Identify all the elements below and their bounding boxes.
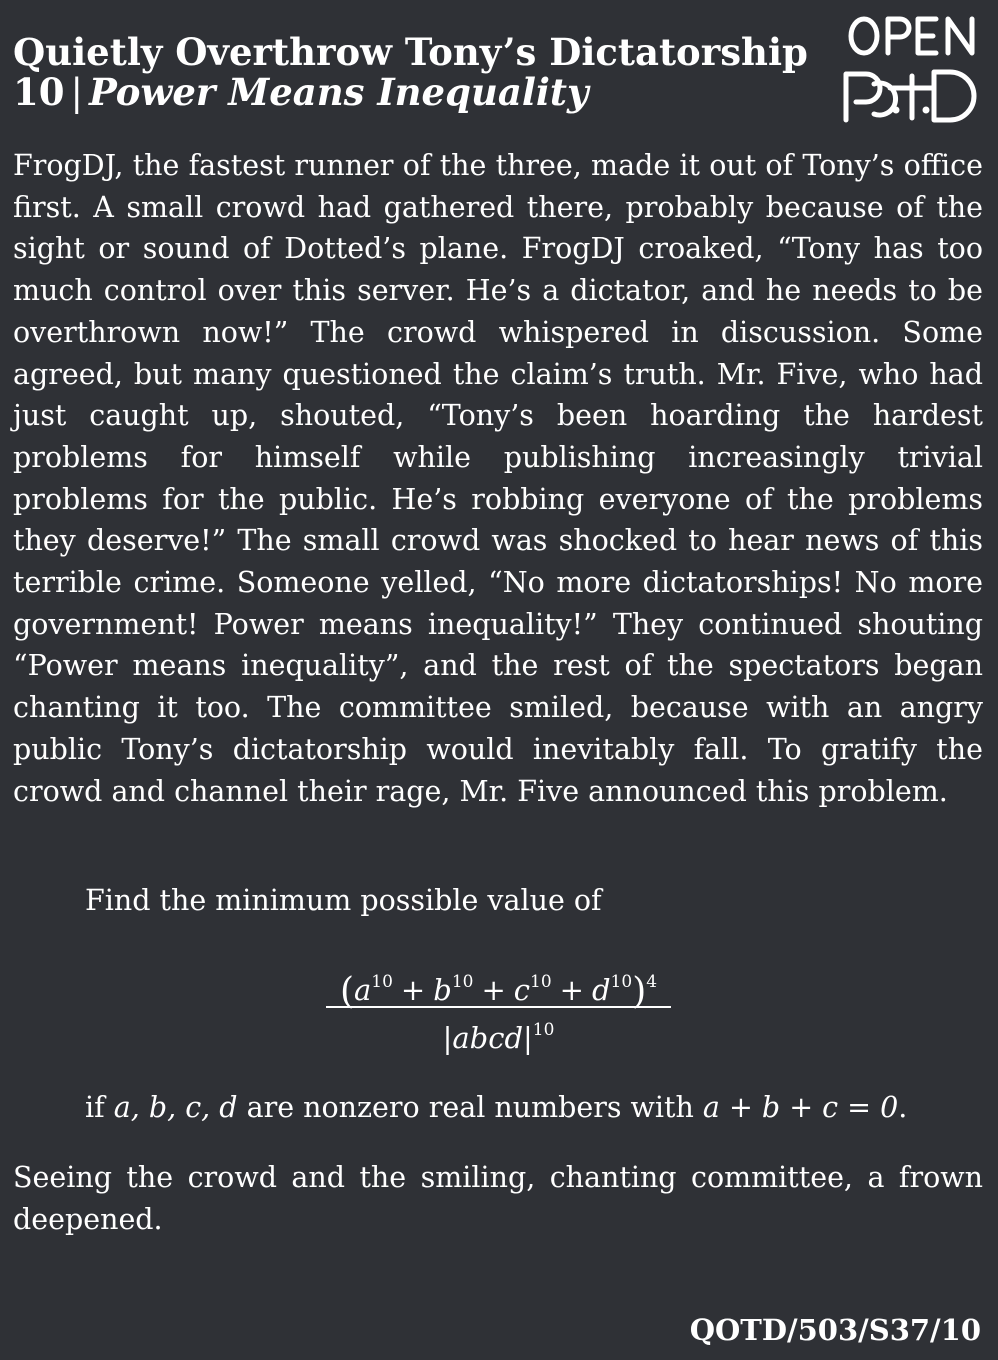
footer-code: QOTD/503/S37/10 (689, 1313, 981, 1347)
story-paragraph: FrogDJ, the fastest runner of the three, made it out of Tony’s office first. A small crowd had gathered there, probably because of the sight or sound of Dotted’s plane. FrogDJ croaked, “Tony has too much control over this server. He’s a dictator, and he needs to be overthrown now!” The crowd whispered in discussion. Some agreed, but many questioned the claim’s truth. Mr. Five, who had just caught up, shouted, “Tony’s been hoarding the hardest problems for himself while publishing increasingly trivial problems for the public. He’s robbing everyone of the problems they deserve!” The small crowd was shocked to hear news of this terrible crime. Someone yelled, “No more dictatorships! No more government! Power means inequality!” They continued shouting “Power means inequality”, and the rest of the spectators began chanting it too. The committee smiled, because with an angry public Tony’s dictatorship would inevitably fall. To gratify the crowd and channel their rage, Mr. Five announced this problem. (13, 149, 983, 808)
outer-exponent: 4 (646, 972, 658, 992)
title-separator: | (70, 71, 83, 114)
term-d: d (591, 973, 611, 1007)
denominator-exponent: 10 (532, 1020, 555, 1040)
plus-3: + (559, 973, 584, 1007)
term-b-exponent: 10 (451, 972, 474, 992)
term-d-exponent: 10 (610, 972, 633, 992)
term-a-exponent: 10 (371, 972, 393, 992)
term-c-exponent: 10 (530, 972, 552, 992)
open-paren: ( (339, 971, 354, 1012)
formula-numerator (326, 958, 671, 1012)
chapter-subtitle (13, 72, 813, 113)
denominator-vars: abcd (452, 1021, 524, 1055)
condition-prefix: if (85, 1091, 105, 1124)
condition-vars: a, b, c, d (113, 1091, 238, 1124)
problem-intro-block (85, 880, 965, 921)
ending-paragraph: Seeing the crowd and the smiling, chanting committee, a frown deepened. (13, 1161, 983, 1236)
condition-end: . (898, 1091, 908, 1124)
condition-equation: a + b + c = 0 (702, 1091, 899, 1124)
problem-condition (85, 1087, 907, 1128)
abs-left: | (442, 1021, 453, 1055)
formula-denominator (326, 1008, 671, 1055)
term-c: c (513, 973, 531, 1007)
problem-intro: Find the minimum possible value of (85, 884, 602, 917)
term-b: b (433, 973, 452, 1007)
close-paren: ) (632, 971, 647, 1012)
condition-middle: are nonzero real numbers with (246, 1091, 694, 1124)
open-qotd-logo-icon (838, 14, 980, 126)
chapter-number: 10 (13, 70, 65, 114)
problem-formula (326, 958, 671, 1055)
plus-2: + (481, 973, 506, 1007)
page-title: Quietly Overthrow Tony’s Dictatorship (13, 30, 808, 74)
abs-right: | (523, 1021, 533, 1055)
chapter-name: Power Means Inequality (88, 70, 589, 114)
page-header (13, 32, 813, 113)
plus-1: + (400, 973, 426, 1007)
term-a: a (353, 973, 372, 1007)
